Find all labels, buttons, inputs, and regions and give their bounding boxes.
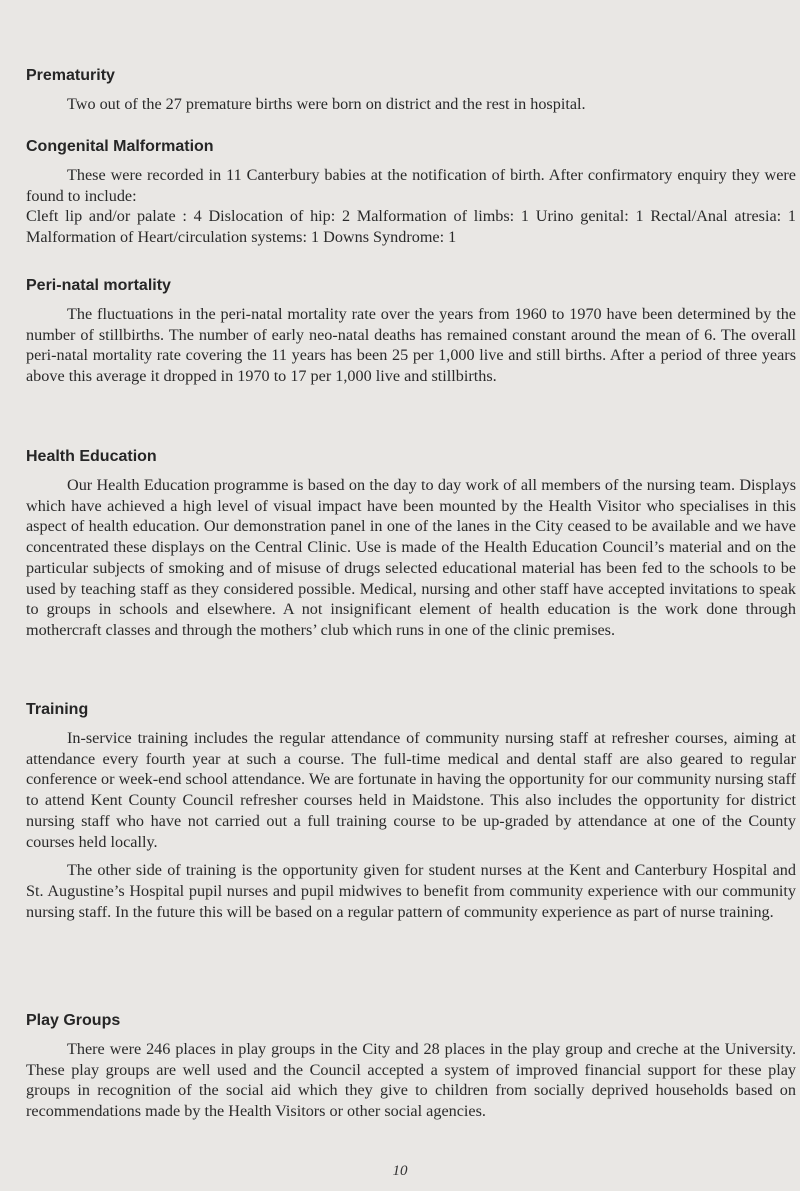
section-training [26,700,796,922]
paragraph: Our Health Education programme is based on the day to day work of all members of the nursing team. Displays which have achieved a high level of visual impact have been mounted by the Health Visitor who specialises in this aspect of health education. Our demonstration panel in one of the lanes in the City ceased to be available and we have concentrated these displays on the Central Clinic. Use is made of the Health Education Council’s material and on the particular subjects of smoking and of misuse of drugs selected educational material has been fed to the schools to be used by teaching staff as they considered possible. Medical, nursing and other staff have accepted invitations to speak to groups in schools and elsewhere. A not insignificant element of health education is the work done through mothercraft classes and through the mothers’ club which runs in one of the clinic premises. [26,476,796,639]
section-perinatal-mortality [26,276,796,387]
paragraph: Two out of the 27 premature births were born on district and the rest in hospital. [67,95,586,113]
paragraph-malformation-list: Cleft lip and/or palate : 4 Dislocation of hip: 2 Malformation of limbs: 1 Urino genital: 1 Rectal/Anal atresia: 1 Malformation of Heart/circulation systems: 1 Downs Syndrome: 1 [26,207,796,247]
section-play-groups [26,1011,796,1122]
section-heading: Prematurity [26,67,115,84]
section-heading: Health Education [26,448,157,465]
paragraph: These were recorded in 11 Canterbury babies at the notification of birth. After confirmatory enquiry they were found to include: [26,166,796,205]
section-heading: Training [26,701,89,718]
section-heading: Peri-natal mortality [26,277,171,294]
section-prematurity [26,66,796,115]
section-heading: Congenital Malformation [26,138,214,155]
section-congenital-malformation [26,137,796,248]
paragraph: There were 246 places in play groups in the City and 28 places in the play group and creche at the University. These play groups are well used and the Council accepted a system of improved financial support for these play groups in recognition of the social aid which they give to children from socially deprived households based on recommendations made by the Health Visitors or other social agencies. [26,1040,796,1121]
section-health-education [26,447,796,641]
page-number: 10 [392,1163,408,1179]
section-heading: Play Groups [26,1012,121,1029]
paragraph: The other side of training is the opportunity given for student nurses at the Kent and Canterbury Hospital and St. Augustine’s Hospital pupil nurses and pupil midwives to benefit from community experience with our community nursing staff. In the future this will be based on a regular pattern of community experience as part of nurse training. [26,861,796,921]
paragraph: The fluctuations in the peri-natal mortality rate over the years from 1960 to 1970 have been determined by the number of stillbirths. The number of early neo-natal deaths has remained constant around the mean of 6. The overall peri-natal mortality rate covering the 11 years has been 25 per 1,000 live and still births. After a period of three years above this average it dropped in 1970 to 17 per 1,000 live and stillbirths. [26,305,796,386]
paragraph: In-service training includes the regular attendance of community nursing staff at refresher courses, aiming at attendance every fourth year at such a course. The full-time medical and dental staff are also geared to regular conference or week-end school attendance. We are fortunate in having the opportunity for our community nursing staff to attend Kent County Council refresher courses held in Maidstone. This also includes the opportunity for district nursing staff who have not carried out a full training course to be up-graded by attendance at one of the County courses held locally. [26,729,796,851]
